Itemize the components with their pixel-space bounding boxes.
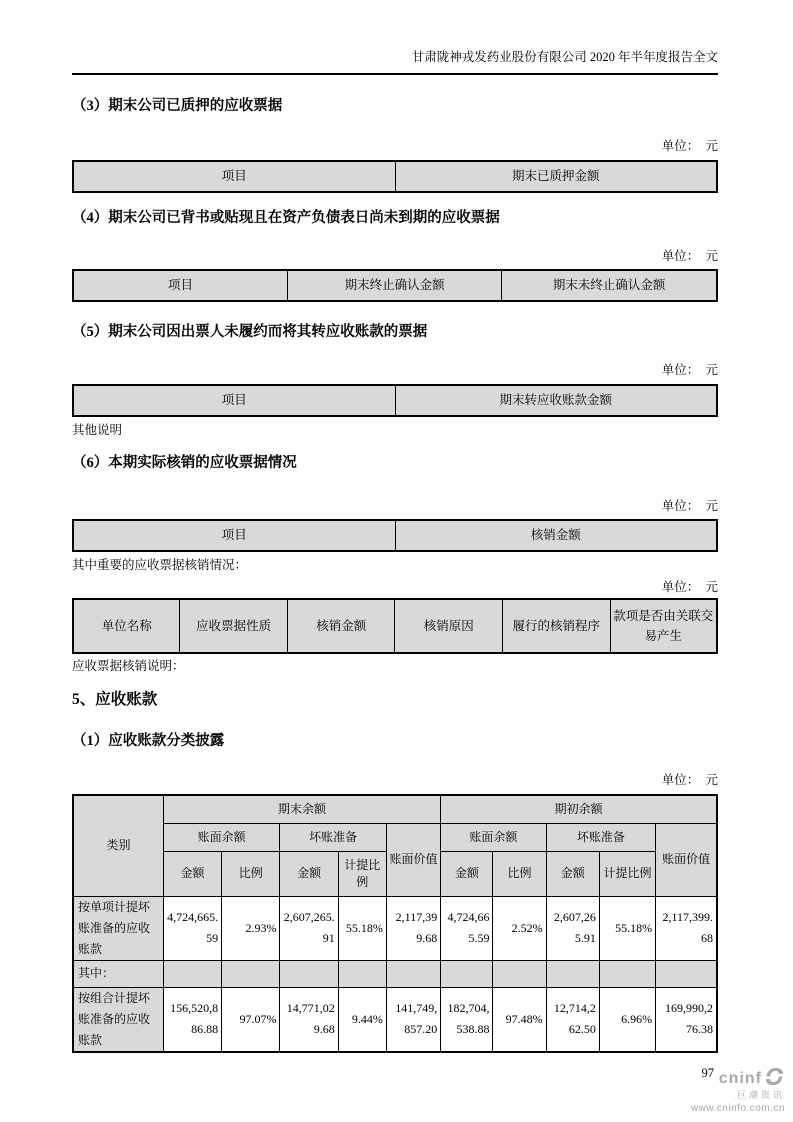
cell-value (386, 960, 440, 987)
cell-value (546, 960, 599, 987)
cell-value: 9.44% (338, 987, 386, 1052)
header-amount: 金额 (441, 851, 493, 896)
column-header: 款项是否由关联交易产生 (610, 599, 717, 653)
cell-value (599, 960, 655, 987)
important-writeoff-note: 其中重要的应收票据核销情况： (72, 558, 248, 572)
column-header: 项目 (73, 385, 395, 416)
cell-value: 182,704,538.88 (441, 987, 493, 1052)
cell-value: 141,749,857.20 (386, 987, 440, 1052)
header-bad-debt: 坏账准备 (280, 823, 386, 851)
header-ending-balance: 期末余额 (163, 795, 440, 823)
column-header: 项目 (73, 161, 395, 192)
column-header: 期末转应收账款金额 (395, 385, 717, 416)
column-header: 核销原因 (395, 599, 503, 653)
classification-subtitle: （1）应收账款分类披露 (72, 733, 225, 749)
cell-value: 97.07% (222, 987, 280, 1052)
row-label: 按单项计提坏账准备的应收账款 (73, 896, 163, 960)
column-header: 单位名称 (73, 599, 180, 653)
header-category: 类别 (73, 795, 163, 896)
column-header: 期末未终止确认金额 (502, 270, 717, 301)
cninfo-logo-caption: 巨潮资讯 (736, 1090, 785, 1101)
unit-label: 单位： 元 (661, 773, 718, 787)
table-row (73, 987, 717, 1052)
cell-value (656, 960, 717, 987)
cell-value: 55.18% (338, 896, 386, 960)
header-bad-debt: 坏账准备 (546, 823, 655, 851)
table-row (73, 960, 717, 987)
cell-value (338, 960, 386, 987)
header-amount: 金额 (280, 851, 338, 896)
cell-value (493, 960, 546, 987)
pledged-notes-table (72, 160, 718, 193)
cell-value: 2,117,399.68 (656, 896, 717, 960)
cell-value: 12,714,262.50 (546, 987, 599, 1052)
cell-value: 156,520,886.88 (163, 987, 221, 1052)
column-header: 核销金额 (287, 599, 395, 653)
column-header: 应收票据性质 (180, 599, 288, 653)
writeoff-detail-table (72, 598, 718, 654)
cell-value (222, 960, 280, 987)
header-ratio: 比例 (222, 851, 280, 896)
cell-value (441, 960, 493, 987)
column-header: 项目 (73, 270, 287, 301)
unit-label: 单位： 元 (661, 139, 718, 153)
column-header: 核销金额 (395, 520, 717, 551)
header-book-balance: 账面余额 (441, 823, 546, 851)
header-book-value: 账面价值 (386, 823, 440, 896)
header-beginning-balance: 期初余额 (441, 795, 717, 823)
cninfo-logo-text: cninf (718, 1069, 762, 1087)
column-header: 期末已质押金额 (395, 161, 717, 192)
page-number: 97 (701, 1065, 714, 1080)
table-row (73, 896, 717, 960)
endorsed-notes-table (72, 269, 718, 302)
cell-value: 14,771,029.68 (280, 987, 338, 1052)
section5-title: （5）期末公司因出票人未履约而将其转应收账款的票据 (72, 324, 428, 340)
cell-value: 2,607,265.91 (546, 896, 599, 960)
column-header: 履行的核销程序 (503, 599, 611, 653)
unit-label: 单位： 元 (661, 363, 718, 377)
document-header: 甘肃陇神戎发药业股份有限公司 2020 年半年度报告全文 (72, 48, 718, 75)
cninfo-logo-url: www.cninfo.com.cn (690, 1103, 785, 1114)
header-amount: 金额 (546, 851, 599, 896)
header-amount: 金额 (163, 851, 221, 896)
other-note: 其他说明 (72, 423, 123, 437)
header-book-value: 账面价值 (656, 823, 717, 896)
receivables-classification-table (72, 794, 718, 1053)
cell-value: 2,607,265.91 (280, 896, 338, 960)
section4-title: （4）期末公司已背书或贴现且在资产负债表日尚未到期的应收票据 (72, 210, 500, 226)
cell-value: 4,724,665.59 (163, 896, 221, 960)
cell-value: 169,990,276.38 (656, 987, 717, 1052)
writeoff-notes-table (72, 519, 718, 552)
row-label: 按组合计提坏账准备的应收账款 (73, 987, 163, 1052)
unit-label: 单位： 元 (661, 499, 718, 513)
section3-title: （3）期末公司已质押的应收票据 (72, 98, 283, 114)
unit-label: 单位： 元 (661, 580, 718, 594)
cell-value: 2.93% (222, 896, 280, 960)
header-provision-ratio: 计提比例 (599, 851, 655, 896)
unit-label: 单位： 元 (661, 249, 718, 263)
accounts-receivable-title: 5、应收账款 (72, 691, 158, 708)
column-header: 项目 (73, 520, 395, 551)
column-header: 期末终止确认金额 (287, 270, 501, 301)
header-book-balance: 账面余额 (163, 823, 280, 851)
cell-value: 4,724,665.59 (441, 896, 493, 960)
cninfo-swirl-icon (764, 1067, 785, 1091)
cell-value (280, 960, 338, 987)
cninfo-logo (691, 1067, 785, 1114)
writeoff-footnote: 应收票据核销说明： (72, 659, 185, 673)
section6-title: （6）本期实际核销的应收票据情况 (72, 455, 297, 471)
cell-value: 97.48% (493, 987, 546, 1052)
cell-value (163, 960, 221, 987)
header-provision-ratio: 计提比例 (338, 851, 386, 896)
header-ratio: 比例 (493, 851, 546, 896)
cell-value: 2,117,399.68 (386, 896, 440, 960)
row-label: 其中： (73, 960, 163, 987)
transferred-notes-table (72, 384, 718, 417)
cell-value: 2.52% (493, 896, 546, 960)
cell-value: 55.18% (599, 896, 655, 960)
cell-value: 6.96% (599, 987, 655, 1052)
